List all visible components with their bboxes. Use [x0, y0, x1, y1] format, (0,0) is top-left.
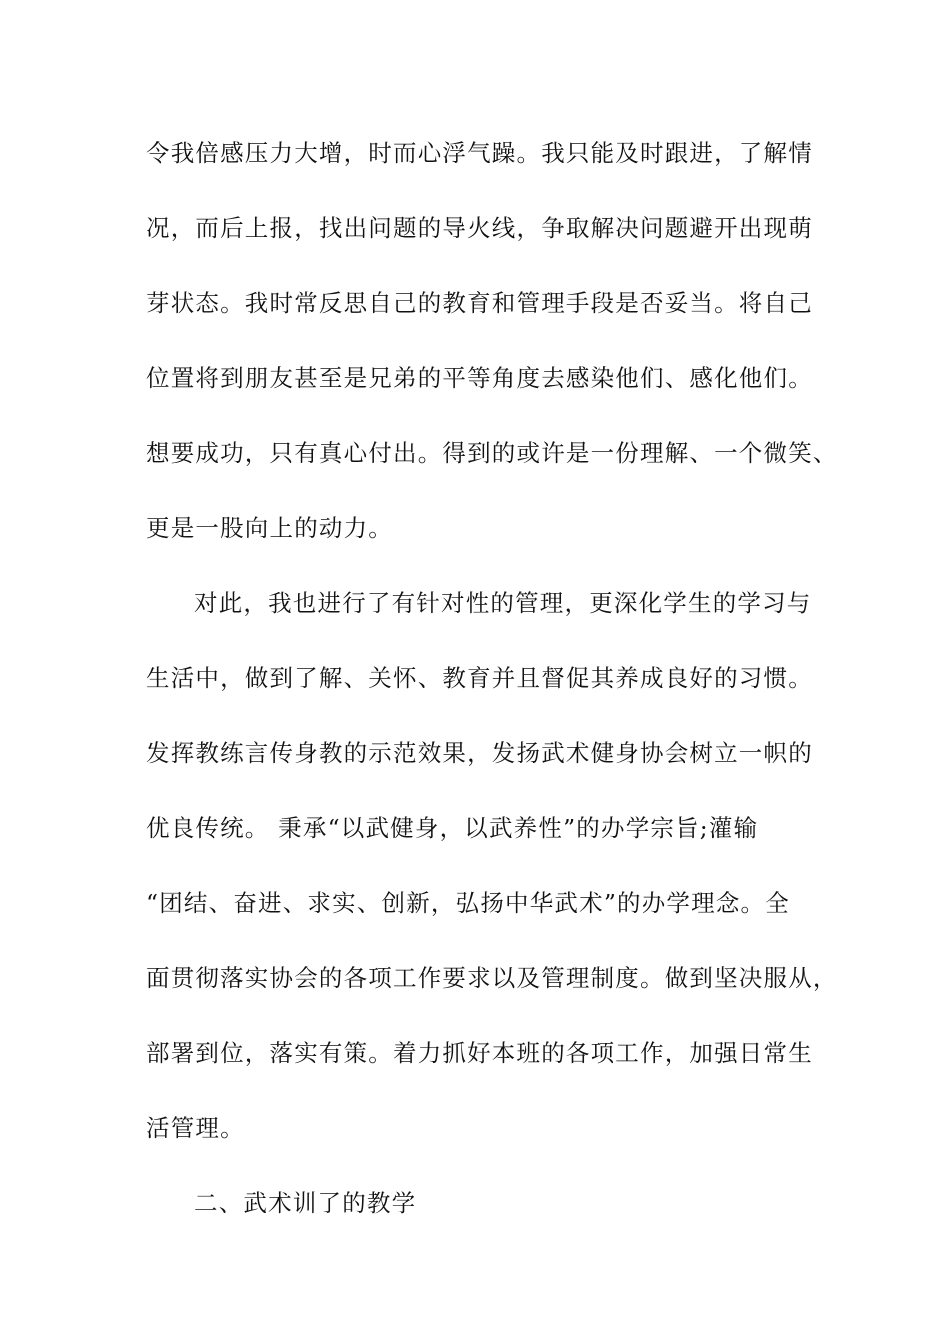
- paragraph-line: 面贯彻落实协会的各项工作要求以及管理制度。做到坚决服从，: [146, 964, 838, 992]
- paragraph-line: 优良传统。 秉承“以武健身，以武养性”的办学宗旨;灌输: [146, 814, 759, 842]
- paragraph-line: 部署到位，落实有策。着力抓好本班的各项工作，加强日常生: [146, 1039, 813, 1067]
- paragraph-line: 令我倍感压力大增，时而心浮气躁。我只能及时跟进，了解情: [146, 139, 813, 167]
- paragraph-line: 更是一股向上的动力。: [146, 514, 393, 542]
- paragraph-line: 芽状态。我时常反思自己的教育和管理手段是否妥当。将自己: [146, 289, 813, 317]
- paragraph-line: 发挥教练言传身教的示范效果，发扬武术健身协会树立一帜的: [146, 739, 813, 767]
- paragraph-line: 对此，我也进行了有针对性的管理，更深化学生的学习与: [194, 589, 812, 617]
- section-heading: 二、武术训了的教学: [194, 1189, 417, 1217]
- paragraph-line: “团结、奋进、求实、创新，弘扬中华武术”的办学理念。全: [146, 889, 790, 917]
- paragraph-line: 况，而后上报，找出问题的导火线，争取解决问题避开出现萌: [146, 214, 813, 242]
- paragraph-line: 生活中，做到了解、关怀、教育并且督促其养成良好的习惯。: [146, 664, 813, 692]
- paragraph-line: 活管理。: [146, 1114, 245, 1142]
- paragraph-line: 想要成功，只有真心付出。得到的或许是一份理解、一个微笑、: [146, 439, 838, 467]
- paragraph-line: 位置将到朋友甚至是兄弟的平等角度去感染他们、感化他们。: [146, 364, 813, 392]
